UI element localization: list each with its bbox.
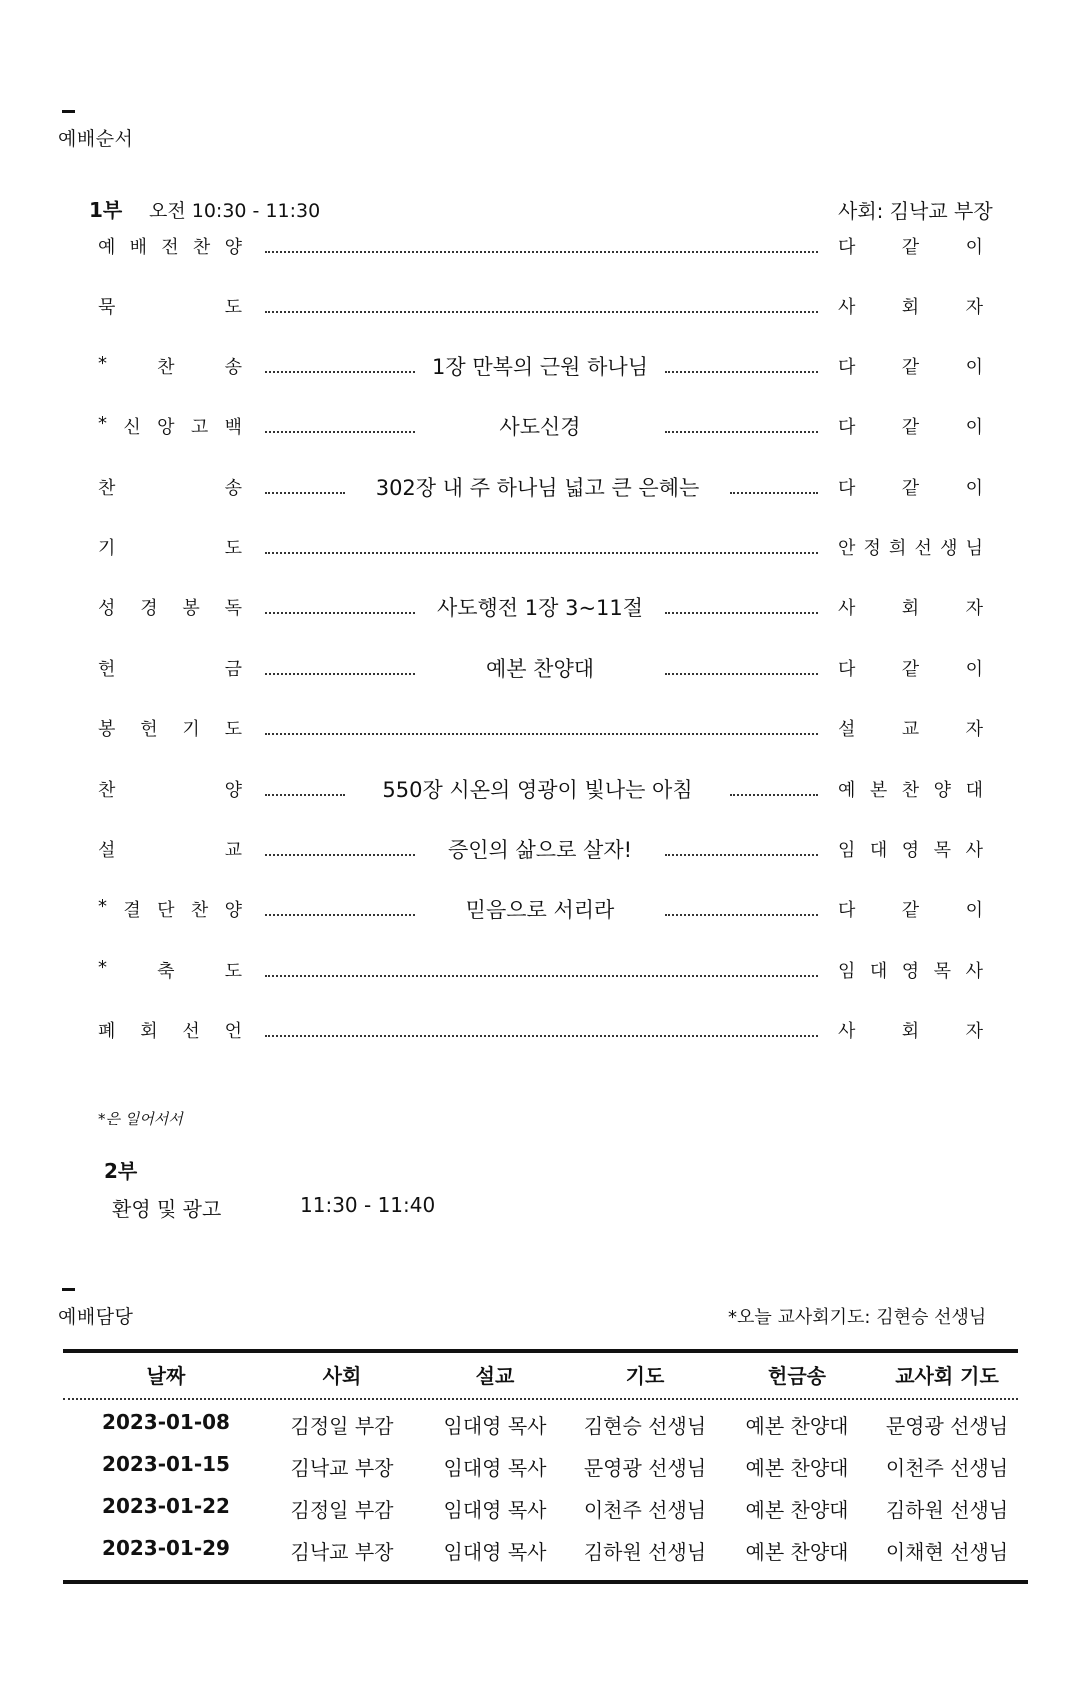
dotted-leader [265,914,415,916]
dotted-leader [665,854,818,856]
dotted-leader [265,431,415,433]
dotted-leader [265,975,818,977]
table-header-cell: 사회 [322,1364,362,1388]
char: 다 [838,659,856,680]
char: 자 [965,1021,983,1042]
staff-section-title: 예배담당 [58,1306,134,1328]
order-responsible [838,896,983,922]
order-row [0,891,1081,925]
char: 금 [224,659,242,680]
char: 축 [157,961,175,982]
table-header-cell: 날짜 [146,1364,186,1388]
char: 교 [901,719,920,740]
table-cell: 김정일 부감 [290,1414,394,1438]
char: 사 [965,961,983,982]
char: 님 [965,538,983,559]
char: 자 [965,598,983,619]
char: 자 [965,719,983,740]
char: 앙 [157,417,175,438]
order-row [0,348,1081,382]
part1-label: 1부 [89,198,123,222]
char: 임 [838,840,856,861]
table-cell: 문영광 선생님 [885,1414,1009,1438]
order-label [98,776,242,802]
table-cell: 김낙교 부장 [290,1540,394,1564]
dotted-leader [665,673,818,675]
order-row [0,228,1081,262]
order-row [0,408,1081,442]
dotted-leader [265,1035,818,1037]
char: 찬 [192,237,211,258]
table-cell: 김하원 선생님 [885,1498,1009,1522]
char: 같 [901,417,920,438]
char: 대 [869,840,888,861]
table-date-cell: 2023-01-22 [102,1494,230,1518]
order-responsible [838,233,983,259]
order-label [98,474,242,500]
char: 희 [889,538,907,559]
char: 단 [157,900,175,921]
char: 다 [838,237,856,258]
char: 묵 [98,297,116,318]
char: 이 [965,237,983,258]
char: 다 [838,900,856,921]
char: 도 [224,297,242,318]
char: * [98,896,107,917]
table-cell: 예본 찬양대 [745,1540,849,1564]
char: 이 [965,417,983,438]
table-cell: 이천주 선생님 [885,1456,1009,1480]
order-responsible [838,293,983,319]
char: 독 [224,598,242,619]
order-detail: 302장 내 주 하나님 넓고 큰 은혜는 [375,476,700,500]
table-header-cell: 교사회 기도 [895,1364,999,1388]
char: 양 [224,900,242,921]
char: 영 [901,961,920,982]
char: 백 [224,417,242,438]
order-responsible [838,957,983,983]
char: 예 [838,780,856,801]
char: 결 [123,900,141,921]
order-responsible [838,655,983,681]
order-detail: 550장 시온의 영광이 빛나는 아침 [382,778,693,802]
order-detail: 믿음으로 서리라 [465,898,615,922]
dotted-leader [265,794,345,796]
table-cell: 김정일 부감 [290,1498,394,1522]
table-date-cell: 2023-01-15 [102,1452,230,1476]
teacher-prayer-note: *오늘 교사회기도: 김현승 선생님 [728,1307,987,1328]
char: 안 [838,538,856,559]
char: 성 [98,598,116,619]
table-cell: 이채현 선생님 [885,1540,1009,1564]
dotted-leader [730,794,818,796]
char: 대 [869,961,888,982]
char: 기 [98,538,116,559]
table-header-cell: 기도 [625,1364,665,1388]
table-top-rule [63,1349,1018,1353]
order-label [98,594,242,620]
order-label [98,233,242,259]
table-cell: 임대영 목사 [443,1498,547,1522]
table-header-cell: 설교 [475,1364,515,1388]
order-detail: 예본 찬양대 [485,657,595,681]
char: 선 [182,1021,200,1042]
dotted-leader [665,914,818,916]
char: * [98,353,107,374]
order-detail: 사도신경 [499,415,581,439]
dotted-leader [665,431,818,433]
char: 설 [838,719,856,740]
char: 회 [901,1021,920,1042]
char: 이 [965,478,983,499]
dotted-leader [730,492,818,494]
table-cell: 예본 찬양대 [745,1456,849,1480]
dotted-leader [265,492,345,494]
dotted-leader [265,733,818,735]
char: 다 [838,417,856,438]
table-cell: 임대영 목사 [443,1414,547,1438]
char: 찬 [190,900,209,921]
order-label [98,413,242,439]
char: 배 [129,237,148,258]
char: 헌 [98,659,116,680]
char: 다 [838,357,856,378]
order-label [98,293,242,319]
char: 도 [224,719,242,740]
table-cell: 문영광 선생님 [583,1456,707,1480]
table-cell: 김하원 선생님 [583,1540,707,1564]
table-cell: 이천주 선생님 [583,1498,707,1522]
table-date-cell: 2023-01-08 [102,1410,230,1434]
table-header-rule [63,1398,1018,1400]
order-responsible [838,776,983,802]
order-responsible [838,353,983,379]
order-row [0,771,1081,805]
order-row [0,529,1081,563]
char: 대 [965,780,983,801]
char: * [98,413,107,434]
char: 찬 [901,780,920,801]
table-cell: 임대영 목사 [443,1540,547,1564]
char: 양 [933,780,952,801]
dotted-leader [265,612,415,614]
char: 송 [224,357,242,378]
char: 자 [965,297,983,318]
char: 영 [901,840,920,861]
order-label [98,715,242,741]
dotted-leader [265,371,415,373]
char: 찬 [98,478,116,499]
char: 회 [901,297,920,318]
table-cell: 김현승 선생님 [583,1414,707,1438]
order-responsible [838,594,983,620]
char: 사 [838,297,856,318]
table-cell: 임대영 목사 [443,1456,547,1480]
char: 폐 [98,1021,116,1042]
order-row [0,710,1081,744]
char: 회 [901,598,920,619]
char: 같 [901,357,920,378]
table-bottom-rule [63,1580,1028,1584]
part1-time: 오전 10:30 - 11:30 [149,200,321,222]
table-cell: 김낙교 부장 [290,1456,394,1480]
standing-note: *은 일어서서 [98,1110,183,1128]
order-row [0,831,1081,865]
char: 같 [901,237,920,258]
char: 전 [161,237,179,258]
char: 설 [98,840,116,861]
dotted-leader [265,552,818,554]
dotted-leader [665,371,818,373]
order-label [98,957,242,983]
char: 도 [224,538,242,559]
char: 이 [965,659,983,680]
order-row [0,1012,1081,1046]
char: 사 [838,598,856,619]
char: 임 [838,961,856,982]
char: 같 [901,659,920,680]
char: 헌 [140,719,158,740]
order-row [0,952,1081,986]
order-responsible [838,413,983,439]
char: 도 [224,961,242,982]
order-responsible [838,474,983,500]
char: 같 [901,900,920,921]
order-label [98,836,242,862]
char: 사 [838,1021,856,1042]
char: 목 [933,961,952,982]
char: 회 [140,1021,158,1042]
char: 본 [869,780,888,801]
char: 송 [224,478,242,499]
order-section-title: 예배순서 [58,128,134,150]
char: 생 [940,538,958,559]
char: 선 [914,538,932,559]
order-label [98,896,242,922]
section-marker [62,110,75,113]
section-marker [62,1288,75,1291]
order-responsible [838,534,983,560]
table-header-cell: 헌금송 [768,1364,826,1388]
dotted-leader [265,854,415,856]
part2-item: 환영 및 광고 [112,1197,222,1221]
char: 찬 [98,780,116,801]
table-date-cell: 2023-01-29 [102,1536,230,1560]
order-row [0,589,1081,623]
char: 봉 [98,719,116,740]
part2-label: 2부 [104,1159,138,1183]
char: 다 [838,478,856,499]
order-label [98,534,242,560]
order-label [98,655,242,681]
char: 같 [901,478,920,499]
char: 이 [965,900,983,921]
char: 언 [224,1021,242,1042]
char: 사 [965,840,983,861]
order-row [0,469,1081,503]
table-cell: 예본 찬양대 [745,1414,849,1438]
char: 예 [98,237,116,258]
char: 교 [224,840,242,861]
char: 고 [190,417,209,438]
dotted-leader [665,612,818,614]
order-detail: 사도행전 1장 3~11절 [436,596,644,620]
char: 양 [224,237,242,258]
char: * [98,957,107,978]
order-row [0,650,1081,684]
dotted-leader [265,251,818,253]
order-label [98,353,242,379]
part1-host: 사회: 김낙교 부장 [838,199,993,223]
order-detail: 1장 만복의 근원 하나님 [432,355,648,379]
char: 신 [123,417,141,438]
order-responsible [838,836,983,862]
order-label [98,1017,242,1043]
char: 목 [933,840,952,861]
char: 양 [224,780,242,801]
dotted-leader [265,673,415,675]
char: 찬 [157,357,175,378]
order-responsible [838,1017,983,1043]
char: 기 [182,719,200,740]
table-cell: 예본 찬양대 [745,1498,849,1522]
order-detail: 증인의 삶으로 살자! [447,838,633,862]
char: 정 [863,538,881,559]
char: 이 [965,357,983,378]
char: 봉 [182,598,200,619]
part2-time: 11:30 - 11:40 [300,1193,436,1217]
order-responsible [838,715,983,741]
order-row [0,288,1081,322]
char: 경 [140,598,158,619]
dotted-leader [265,311,818,313]
